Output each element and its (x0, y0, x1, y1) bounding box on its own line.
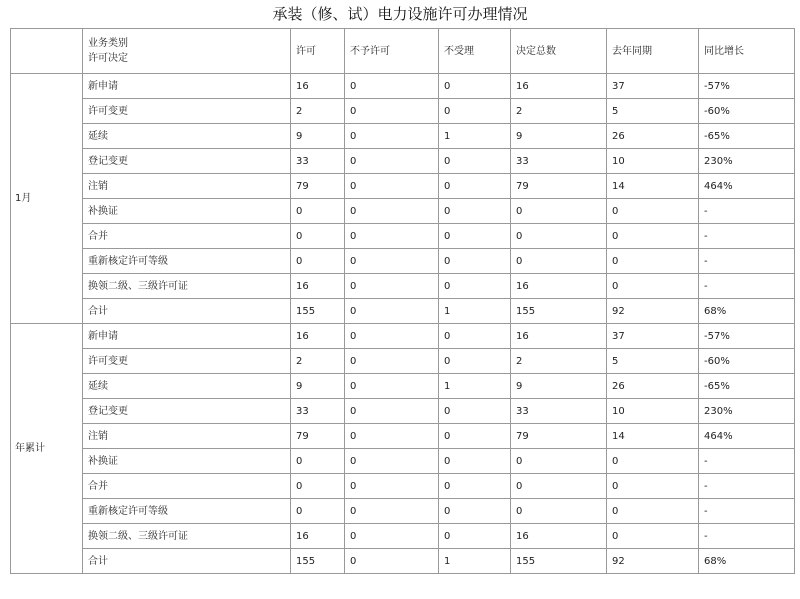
value-cell-not-accepted: 1 (439, 374, 511, 399)
value-cell-yoy-growth: - (699, 224, 795, 249)
value-cell-total-decisions: 0 (511, 199, 607, 224)
value-cell-not-accepted: 0 (439, 149, 511, 174)
category-cell: 换领二级、三级许可证 (83, 274, 291, 299)
category-cell: 补换证 (83, 449, 291, 474)
header-corner-cell (83, 29, 291, 74)
value-cell-not-accepted: 0 (439, 174, 511, 199)
column-header-last-year: 去年同期 (607, 29, 699, 74)
value-cell-not-accepted: 0 (439, 324, 511, 349)
category-cell: 延续 (83, 124, 291, 149)
corner-label-category: 业务类别 (88, 38, 128, 49)
value-cell-permit: 0 (291, 199, 345, 224)
header-empty-cell (11, 29, 83, 74)
category-cell: 许可变更 (83, 99, 291, 124)
table-row (11, 274, 795, 299)
table-row (11, 199, 795, 224)
value-cell-permit: 0 (291, 224, 345, 249)
value-cell-total-decisions: 9 (511, 374, 607, 399)
category-cell: 登记变更 (83, 399, 291, 424)
value-cell-not-accepted: 0 (439, 199, 511, 224)
value-cell-permit: 79 (291, 174, 345, 199)
value-cell-yoy-growth: - (699, 449, 795, 474)
table-row (11, 399, 795, 424)
value-cell-last-year: 26 (607, 124, 699, 149)
value-cell-not-permit: 0 (345, 374, 439, 399)
value-cell-total-decisions: 0 (511, 499, 607, 524)
value-cell-total-decisions: 0 (511, 224, 607, 249)
category-cell: 新申请 (83, 324, 291, 349)
value-cell-total-decisions: 155 (511, 549, 607, 574)
table-row (11, 524, 795, 549)
value-cell-not-permit: 0 (345, 224, 439, 249)
category-cell: 重新核定许可等级 (83, 249, 291, 274)
value-cell-not-permit: 0 (345, 324, 439, 349)
value-cell-yoy-growth: - (699, 274, 795, 299)
value-cell-last-year: 10 (607, 399, 699, 424)
category-cell: 合计 (83, 549, 291, 574)
table-row (11, 299, 795, 324)
value-cell-not-permit: 0 (345, 199, 439, 224)
value-cell-yoy-growth: -65% (699, 374, 795, 399)
value-cell-permit: 2 (291, 349, 345, 374)
value-cell-yoy-growth: -60% (699, 99, 795, 124)
table-body (11, 29, 795, 574)
value-cell-total-decisions: 9 (511, 124, 607, 149)
value-cell-not-accepted: 0 (439, 224, 511, 249)
table-row (11, 499, 795, 524)
value-cell-not-accepted: 0 (439, 99, 511, 124)
value-cell-not-permit: 0 (345, 274, 439, 299)
value-cell-total-decisions: 33 (511, 399, 607, 424)
category-cell: 新申请 (83, 74, 291, 99)
category-cell: 合并 (83, 474, 291, 499)
value-cell-last-year: 0 (607, 199, 699, 224)
value-cell-permit: 16 (291, 524, 345, 549)
category-cell: 登记变更 (83, 149, 291, 174)
value-cell-last-year: 5 (607, 99, 699, 124)
category-cell: 延续 (83, 374, 291, 399)
value-cell-total-decisions: 155 (511, 299, 607, 324)
value-cell-not-permit: 0 (345, 474, 439, 499)
value-cell-permit: 33 (291, 149, 345, 174)
value-cell-not-accepted: 0 (439, 424, 511, 449)
value-cell-not-permit: 0 (345, 349, 439, 374)
column-header-not-permit: 不予许可 (345, 29, 439, 74)
column-header-permit: 许可 (291, 29, 345, 74)
value-cell-yoy-growth: 230% (699, 149, 795, 174)
value-cell-total-decisions: 16 (511, 274, 607, 299)
value-cell-yoy-growth: -57% (699, 74, 795, 99)
permit-table (10, 28, 795, 574)
value-cell-not-permit: 0 (345, 124, 439, 149)
value-cell-permit: 2 (291, 99, 345, 124)
value-cell-not-accepted: 1 (439, 299, 511, 324)
value-cell-not-permit: 0 (345, 549, 439, 574)
value-cell-total-decisions: 16 (511, 324, 607, 349)
value-cell-not-accepted: 0 (439, 274, 511, 299)
value-cell-permit: 155 (291, 549, 345, 574)
category-cell: 重新核定许可等级 (83, 499, 291, 524)
category-cell: 补换证 (83, 199, 291, 224)
value-cell-yoy-growth: -65% (699, 124, 795, 149)
value-cell-last-year: 0 (607, 449, 699, 474)
value-cell-yoy-growth: -57% (699, 324, 795, 349)
table-row (11, 74, 795, 99)
value-cell-last-year: 0 (607, 224, 699, 249)
value-cell-not-accepted: 0 (439, 349, 511, 374)
value-cell-not-accepted: 0 (439, 499, 511, 524)
table-row (11, 224, 795, 249)
value-cell-not-accepted: 0 (439, 449, 511, 474)
value-cell-not-permit: 0 (345, 424, 439, 449)
table-row (11, 349, 795, 374)
value-cell-not-permit: 0 (345, 99, 439, 124)
value-cell-yoy-growth: 464% (699, 424, 795, 449)
value-cell-not-permit: 0 (345, 174, 439, 199)
value-cell-total-decisions: 16 (511, 74, 607, 99)
value-cell-not-accepted: 0 (439, 474, 511, 499)
value-cell-permit: 16 (291, 324, 345, 349)
value-cell-last-year: 0 (607, 249, 699, 274)
value-cell-not-permit: 0 (345, 499, 439, 524)
value-cell-last-year: 14 (607, 424, 699, 449)
value-cell-permit: 0 (291, 499, 345, 524)
value-cell-yoy-growth: - (699, 499, 795, 524)
value-cell-permit: 79 (291, 424, 345, 449)
value-cell-total-decisions: 33 (511, 149, 607, 174)
value-cell-permit: 0 (291, 449, 345, 474)
category-cell: 注销 (83, 174, 291, 199)
value-cell-yoy-growth: 464% (699, 174, 795, 199)
value-cell-last-year: 5 (607, 349, 699, 374)
table-row (11, 449, 795, 474)
column-header-yoy-growth: 同比增长 (699, 29, 795, 74)
value-cell-yoy-growth: - (699, 474, 795, 499)
value-cell-last-year: 10 (607, 149, 699, 174)
value-cell-last-year: 14 (607, 174, 699, 199)
value-cell-total-decisions: 79 (511, 174, 607, 199)
value-cell-total-decisions: 0 (511, 474, 607, 499)
value-cell-yoy-growth: - (699, 524, 795, 549)
value-cell-last-year: 92 (607, 549, 699, 574)
value-cell-not-accepted: 1 (439, 124, 511, 149)
value-cell-not-accepted: 0 (439, 399, 511, 424)
value-cell-total-decisions: 79 (511, 424, 607, 449)
value-cell-total-decisions: 2 (511, 99, 607, 124)
value-cell-last-year: 0 (607, 474, 699, 499)
table-row (11, 124, 795, 149)
period-label: 1月 (11, 74, 83, 324)
value-cell-total-decisions: 0 (511, 449, 607, 474)
value-cell-yoy-growth: -60% (699, 349, 795, 374)
value-cell-permit: 155 (291, 299, 345, 324)
table-row (11, 424, 795, 449)
header-row (11, 29, 795, 74)
table-row (11, 149, 795, 174)
category-cell: 注销 (83, 424, 291, 449)
table-row (11, 174, 795, 199)
value-cell-total-decisions: 2 (511, 349, 607, 374)
value-cell-yoy-growth: - (699, 249, 795, 274)
value-cell-not-accepted: 0 (439, 74, 511, 99)
value-cell-not-permit: 0 (345, 74, 439, 99)
category-cell: 换领二级、三级许可证 (83, 524, 291, 549)
value-cell-last-year: 0 (607, 524, 699, 549)
table-row (11, 474, 795, 499)
value-cell-not-accepted: 1 (439, 549, 511, 574)
table-row (11, 99, 795, 124)
value-cell-last-year: 0 (607, 499, 699, 524)
value-cell-last-year: 37 (607, 324, 699, 349)
value-cell-not-accepted: 0 (439, 524, 511, 549)
column-header-not-accepted: 不受理 (439, 29, 511, 74)
table-row (11, 324, 795, 349)
value-cell-permit: 33 (291, 399, 345, 424)
value-cell-permit: 0 (291, 474, 345, 499)
value-cell-yoy-growth: 230% (699, 399, 795, 424)
value-cell-permit: 9 (291, 124, 345, 149)
category-cell: 合并 (83, 224, 291, 249)
value-cell-permit: 16 (291, 74, 345, 99)
value-cell-yoy-growth: 68% (699, 299, 795, 324)
value-cell-permit: 0 (291, 249, 345, 274)
value-cell-not-permit: 0 (345, 449, 439, 474)
table-row (11, 549, 795, 574)
table-row (11, 374, 795, 399)
corner-label-decision: 许可决定 (88, 53, 128, 64)
value-cell-not-accepted: 0 (439, 249, 511, 274)
table-row (11, 249, 795, 274)
category-cell: 合计 (83, 299, 291, 324)
value-cell-permit: 9 (291, 374, 345, 399)
value-cell-last-year: 0 (607, 274, 699, 299)
value-cell-last-year: 92 (607, 299, 699, 324)
value-cell-not-permit: 0 (345, 149, 439, 174)
period-label: 年累计 (11, 324, 83, 574)
value-cell-last-year: 26 (607, 374, 699, 399)
category-cell: 许可变更 (83, 349, 291, 374)
column-header-total-decisions: 决定总数 (511, 29, 607, 74)
value-cell-not-permit: 0 (345, 399, 439, 424)
value-cell-total-decisions: 0 (511, 249, 607, 274)
value-cell-not-permit: 0 (345, 524, 439, 549)
value-cell-permit: 16 (291, 274, 345, 299)
value-cell-not-permit: 0 (345, 299, 439, 324)
value-cell-total-decisions: 16 (511, 524, 607, 549)
value-cell-last-year: 37 (607, 74, 699, 99)
page-title: 承装（修、试）电力设施许可办理情况 (272, 5, 528, 23)
value-cell-yoy-growth: - (699, 199, 795, 224)
value-cell-not-permit: 0 (345, 249, 439, 274)
value-cell-yoy-growth: 68% (699, 549, 795, 574)
